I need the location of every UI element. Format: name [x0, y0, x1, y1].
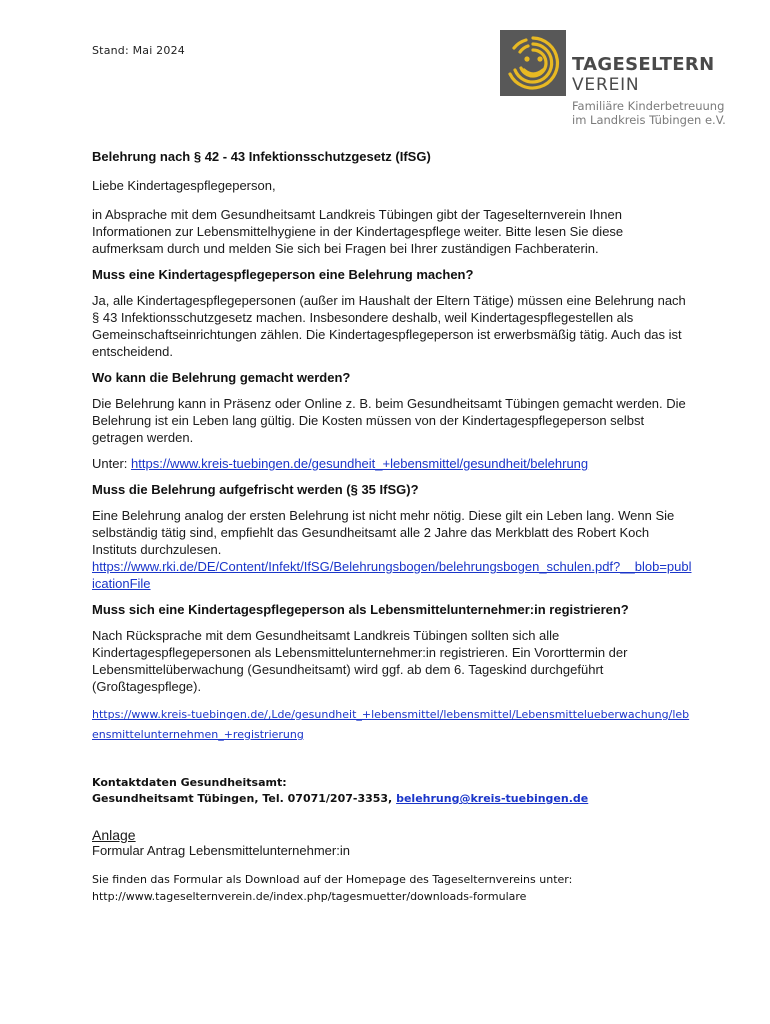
rki-link[interactable]: https://www.rki.de/DE/Content/Infekt/IfSG/Belehrungsbogen/belehrungsbogen_schulen.pdf?__blob=publicationFile: [92, 559, 692, 591]
answer-4: Nach Rücksprache mit dem Gesundheitsamt Landkreis Tübingen sollten sich alle Kindertagespflegepersonen als Lebensmittelunternehmer:in registrieren. Ein Vororttermin der Lebensmittelüberwachung (Gesundheitsamt) wird ggf. ab dem 6. Tageskind durchgeführt (Großtagespflege).: [92, 628, 628, 694]
answer-3-link-line: [92, 558, 692, 592]
greeting: Liebe Kindertagespflegeperson,: [92, 178, 276, 193]
anlage-heading: Anlage: [92, 827, 136, 843]
document-title: Belehrung nach § 42 - 43 Infektionsschutzgesetz (IfSG): [92, 149, 431, 164]
footer-line-2: http://www.tageselternverein.de/index.php/tagesmuetter/downloads-formulare: [92, 890, 527, 903]
contact-block: [92, 775, 692, 807]
footer: [92, 871, 692, 905]
contact-email-link[interactable]: belehrung@kreis-tuebingen.de: [396, 792, 589, 805]
unter-line: [92, 455, 692, 472]
contact-heading: Kontaktdaten Gesundheitsamt:: [92, 776, 287, 789]
anlage-text: Formular Antrag Lebensmittelunternehmer:in: [92, 843, 350, 858]
logo-title: TAGESELTERN: [572, 54, 715, 75]
question-1: Muss eine Kindertagespflegeperson eine Belehrung machen?: [92, 267, 474, 282]
answer-3: Eine Belehrung analog der ersten Belehrung ist nicht mehr nötig. Diese gilt ein Leben lang. Wenn Sie selbständig tätig sind, empfiehlt das Gesundheitsamt alle 2 Jahre das Merkblatt des Robert Koch Instituts durchzulesen.: [92, 508, 675, 557]
answer-4-link-line: [92, 705, 692, 745]
question-2: Wo kann die Belehrung gemacht werden?: [92, 370, 351, 385]
document-body: [92, 148, 692, 905]
contact-line: [92, 791, 692, 807]
registrierung-link[interactable]: https://www.kreis-tuebingen.de/,Lde/gesundheit_+lebensmittel/lebensmittel/Lebensmittelueberwachung/lebensmittelunternehmen_+registrierung: [92, 708, 690, 741]
unter-label: Unter:: [92, 456, 128, 471]
tageseltern-logo: [500, 30, 730, 130]
question-3: Muss die Belehrung aufgefrischt werden (§ 35 IfSG)?: [92, 482, 419, 497]
intro-paragraph: in Absprache mit dem Gesundheitsamt Landkreis Tübingen gibt der Tageselternverein Ihnen Informationen zur Lebensmittelhygiene in der Kindertagespflege weiter. Bitte lesen Sie diese aufmerksam durch und melden Sie sich bei Fragen bei Ihrer zuständigen Fachberaterin.: [92, 207, 624, 256]
answer-2: Die Belehrung kann in Präsenz oder Online z. B. beim Gesundheitsamt Tübingen gemacht werden. Die Belehrung ist ein Leben lang gültig. Die Kosten müssen von der Kindertagespflegeperson selbst getragen werden.: [92, 396, 686, 445]
contact-text: Gesundheitsamt Tübingen, Tel. 07071/207-3353,: [92, 792, 393, 805]
logo-verein: VEREIN: [572, 75, 640, 95]
logo-subtitle-1: Familiäre Kinderbetreuung: [572, 99, 725, 113]
logo-subtitle-2: im Landkreis Tübingen e.V.: [572, 113, 726, 127]
document-date: Stand: Mai 2024: [92, 44, 185, 57]
answer-1: Ja, alle Kindertagespflegepersonen (außer im Haushalt der Eltern Tätige) müssen eine Belehrung nach § 43 Infektionsschutzgesetz machen. Insbesondere deshalb, weil Kindertagespflegestellen als Gemeinschaftseinrichtungen zählen. Die Kindertagespflegeperson ist erwerbsmäßig tätig. Auch das ist entscheidend.: [92, 293, 686, 359]
belehrung-link[interactable]: https://www.kreis-tuebingen.de/gesundheit_+lebensmittel/gesundheit/belehrung: [131, 456, 589, 471]
question-4: Muss sich eine Kindertagespflegeperson als Lebensmittelunternehmer:in registrieren?: [92, 602, 629, 617]
smiley-spiral-logo-icon: [500, 30, 566, 96]
footer-line-1: Sie finden das Formular als Download auf der Homepage des Tageselternvereins unter:: [92, 873, 573, 886]
